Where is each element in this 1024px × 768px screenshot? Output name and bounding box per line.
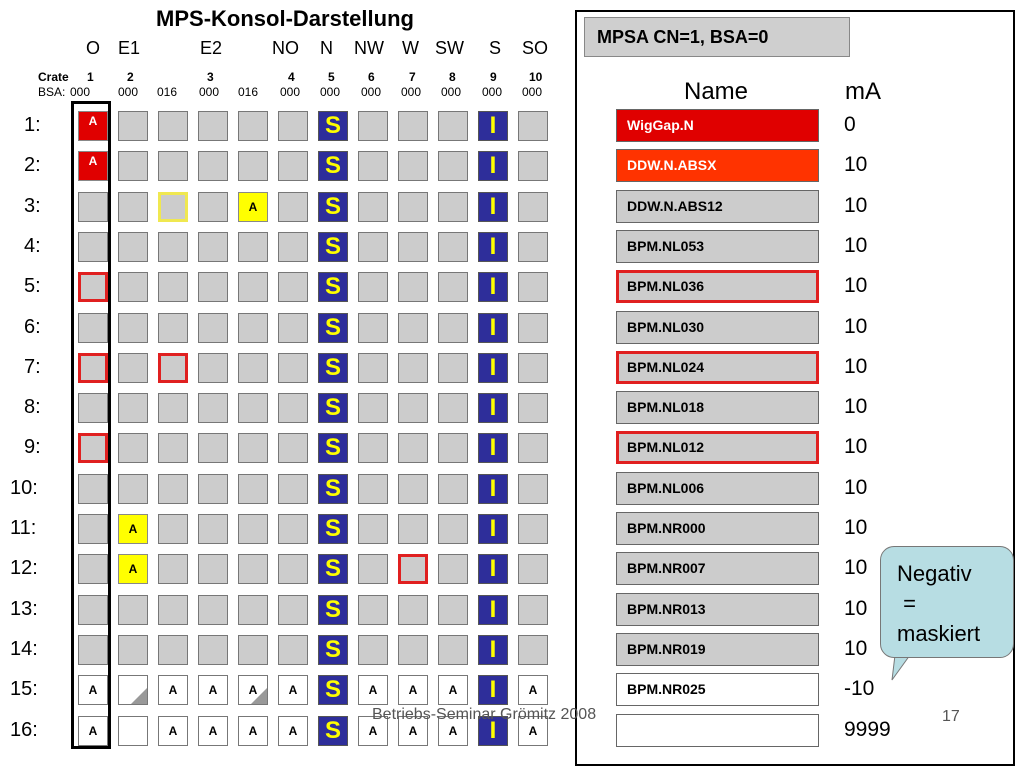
cell-letter: A xyxy=(168,683,178,697)
bsa-value: 000 xyxy=(401,85,422,99)
cell-letter: A xyxy=(288,724,298,738)
mps-cell[interactable] xyxy=(398,111,428,141)
mps-cell[interactable] xyxy=(118,151,148,181)
cell-letter: A xyxy=(208,724,218,738)
cell-letter: A xyxy=(248,200,258,214)
mps-cell[interactable] xyxy=(238,433,268,463)
cell-letter: A xyxy=(88,683,98,697)
mps-cell[interactable] xyxy=(238,474,268,504)
crate-i-indicator[interactable]: I xyxy=(478,716,508,746)
cell-letter: A xyxy=(368,683,378,697)
mps-cell[interactable] xyxy=(118,635,148,665)
mps-cell[interactable] xyxy=(358,353,388,383)
ma-column-header: mA xyxy=(845,78,881,105)
mps-cell[interactable] xyxy=(118,474,148,504)
mps-cell[interactable] xyxy=(278,554,308,584)
current-value: 10 xyxy=(844,274,868,297)
row-label: 12: xyxy=(10,557,38,579)
mps-cell[interactable] xyxy=(198,393,228,423)
crate-i-indicator[interactable]: I xyxy=(478,474,508,504)
channel-name[interactable]: BPM.NL018 xyxy=(616,391,819,424)
mps-cell[interactable] xyxy=(438,433,468,463)
mps-cell[interactable] xyxy=(278,635,308,665)
crate-s-indicator[interactable]: S xyxy=(318,232,348,262)
mps-cell[interactable] xyxy=(118,272,148,302)
page-title: MPS-Konsol-Darstellung xyxy=(156,6,414,31)
cell-letter: A xyxy=(408,724,418,738)
bsa-label: BSA: xyxy=(38,85,66,99)
mps-cell[interactable] xyxy=(358,111,388,141)
row-label: 10: xyxy=(10,477,38,499)
bsa-value: 000 xyxy=(199,85,220,99)
crate-i-indicator[interactable]: I xyxy=(478,272,508,302)
crate-i-indicator[interactable]: I xyxy=(478,554,508,584)
crate-number: 5 xyxy=(328,70,335,84)
cell-letter: A xyxy=(128,522,138,536)
mps-cell[interactable] xyxy=(438,151,468,181)
row-label: 5: xyxy=(24,275,41,297)
crate-i-indicator[interactable]: I xyxy=(478,192,508,222)
channel-name[interactable]: BPM.NR019 xyxy=(616,633,819,666)
mps-cell[interactable] xyxy=(238,111,268,141)
current-value: 10 xyxy=(844,556,868,579)
mps-cell[interactable] xyxy=(518,313,548,343)
mps-cell[interactable] xyxy=(118,716,148,746)
row-label: 3: xyxy=(24,195,41,217)
mps-cell[interactable] xyxy=(438,514,468,544)
mps-cell[interactable] xyxy=(118,232,148,262)
current-value: 10 xyxy=(844,435,868,458)
channel-name[interactable] xyxy=(616,714,819,747)
mps-cell[interactable] xyxy=(518,353,548,383)
mps-cell[interactable] xyxy=(518,433,548,463)
cell-letter: A xyxy=(88,154,98,168)
mps-cell[interactable] xyxy=(158,474,188,504)
crate-i-indicator[interactable]: I xyxy=(478,514,508,544)
crate-s-indicator[interactable]: S xyxy=(318,595,348,625)
cell-letter: A xyxy=(448,683,458,697)
row-label: 16: xyxy=(10,719,38,741)
callout-line: Negativ xyxy=(897,561,972,586)
cell-letter: A xyxy=(288,683,298,697)
mps-cell[interactable] xyxy=(398,353,428,383)
mps-cell[interactable] xyxy=(238,554,268,584)
mps-cell[interactable] xyxy=(358,675,388,705)
row-label: 11: xyxy=(10,517,37,539)
mps-cell[interactable] xyxy=(398,192,428,222)
bsa-value: 000 xyxy=(441,85,462,99)
mps-cell[interactable] xyxy=(278,514,308,544)
bsa-value: 000 xyxy=(522,85,543,99)
mps-cell[interactable] xyxy=(158,111,188,141)
mps-cell[interactable] xyxy=(118,554,148,584)
mps-cell[interactable] xyxy=(438,232,468,262)
direction-label: O xyxy=(86,38,101,58)
crate-i-indicator[interactable]: I xyxy=(478,313,508,343)
mps-cell[interactable] xyxy=(518,393,548,423)
crate-i-indicator[interactable]: I xyxy=(478,353,508,383)
current-value: 10 xyxy=(844,476,868,499)
row-label: 14: xyxy=(10,638,38,660)
mps-cell[interactable] xyxy=(438,111,468,141)
mps-cell[interactable] xyxy=(278,272,308,302)
current-value: 10 xyxy=(844,637,868,660)
channel-name[interactable]: BPM.NL006 xyxy=(616,472,819,505)
mps-cell[interactable] xyxy=(358,433,388,463)
mps-cell[interactable] xyxy=(358,635,388,665)
channel-name[interactable]: DDW.N.ABSX xyxy=(616,149,819,182)
mps-cell[interactable] xyxy=(438,635,468,665)
mps-cell[interactable] xyxy=(358,595,388,625)
crate-s-indicator[interactable]: S xyxy=(318,192,348,222)
mps-cell[interactable] xyxy=(398,272,428,302)
mps-cell[interactable] xyxy=(158,313,188,343)
mps-cell[interactable] xyxy=(278,393,308,423)
bsa-value: 000 xyxy=(482,85,503,99)
mps-cell[interactable] xyxy=(198,595,228,625)
mps-cell[interactable] xyxy=(398,675,428,705)
mps-cell[interactable] xyxy=(198,192,228,222)
mps-cell[interactable] xyxy=(198,353,228,383)
mps-cell[interactable] xyxy=(438,192,468,222)
crate-s-indicator[interactable]: S xyxy=(318,514,348,544)
mps-cell[interactable] xyxy=(278,474,308,504)
mps-cell[interactable] xyxy=(278,111,308,141)
mps-cell[interactable] xyxy=(358,192,388,222)
mps-cell[interactable] xyxy=(238,675,268,705)
mps-cell[interactable] xyxy=(518,111,548,141)
current-value: 10 xyxy=(844,194,868,217)
mps-cell[interactable] xyxy=(238,353,268,383)
channel-name[interactable]: BPM.NL036 xyxy=(616,270,819,303)
crate-i-indicator[interactable]: I xyxy=(478,595,508,625)
mps-cell[interactable] xyxy=(158,514,188,544)
mps-cell[interactable] xyxy=(438,554,468,584)
mps-cell[interactable] xyxy=(398,433,428,463)
mps-cell[interactable] xyxy=(518,192,548,222)
channel-name[interactable]: DDW.N.ABS12 xyxy=(616,190,819,223)
direction-label: NW xyxy=(354,38,384,58)
crate-s-indicator[interactable]: S xyxy=(318,716,348,746)
mps-cell[interactable] xyxy=(238,313,268,343)
crate-s-indicator[interactable]: S xyxy=(318,111,348,141)
row-label: 1: xyxy=(24,114,41,136)
cell-letter: A xyxy=(88,114,98,128)
mps-cell[interactable] xyxy=(198,111,228,141)
crate-i-indicator[interactable]: I xyxy=(478,635,508,665)
mps-cell[interactable] xyxy=(238,232,268,262)
mps-cell[interactable] xyxy=(198,272,228,302)
crate-number: 7 xyxy=(409,70,416,84)
crate-i-indicator[interactable]: I xyxy=(478,111,508,141)
cell-letter: A xyxy=(168,724,178,738)
mps-cell[interactable] xyxy=(198,675,228,705)
page-number: 17 xyxy=(942,708,960,725)
mps-cell[interactable] xyxy=(518,514,548,544)
current-value: 10 xyxy=(844,153,868,176)
crate-number: 9 xyxy=(490,70,497,84)
crate-number: 2 xyxy=(127,70,134,84)
mps-cell[interactable] xyxy=(198,151,228,181)
crate-number: 10 xyxy=(529,70,543,84)
row-label: 7: xyxy=(24,356,41,378)
masked-corner-icon xyxy=(251,688,267,704)
mps-cell[interactable] xyxy=(198,433,228,463)
bsa-value: 016 xyxy=(157,85,178,99)
mps-cell[interactable] xyxy=(398,151,428,181)
crate-label: Crate xyxy=(38,70,69,84)
mps-cell[interactable] xyxy=(398,313,428,343)
crate-s-indicator[interactable]: S xyxy=(318,272,348,302)
mps-cell[interactable] xyxy=(438,474,468,504)
mps-cell[interactable] xyxy=(198,313,228,343)
mps-cell[interactable] xyxy=(158,151,188,181)
cell-letter: A xyxy=(248,724,258,738)
mps-cell[interactable] xyxy=(118,675,148,705)
mps-cell[interactable] xyxy=(278,151,308,181)
cell-letter: A xyxy=(248,683,258,697)
direction-label: NO xyxy=(272,38,299,58)
crate-number: 8 xyxy=(449,70,456,84)
mps-cell[interactable] xyxy=(358,151,388,181)
mps-cell[interactable] xyxy=(238,595,268,625)
crate-s-indicator[interactable]: S xyxy=(318,353,348,383)
mps-cell[interactable] xyxy=(358,554,388,584)
mps-cell[interactable] xyxy=(118,353,148,383)
row-label: 13: xyxy=(10,598,38,620)
mps-cell[interactable] xyxy=(438,313,468,343)
cell-letter: A xyxy=(128,562,138,576)
direction-label: E1 xyxy=(118,38,141,58)
cell-letter: A xyxy=(528,683,538,697)
mps-cell[interactable] xyxy=(238,272,268,302)
mps-cell[interactable] xyxy=(358,474,388,504)
masked-corner-icon xyxy=(131,688,147,704)
row-label: 4: xyxy=(24,235,41,257)
bsa-value: 016 xyxy=(238,85,259,99)
mps-cell[interactable] xyxy=(278,192,308,222)
mps-cell[interactable] xyxy=(278,313,308,343)
mps-cell[interactable] xyxy=(518,232,548,262)
mps-cell[interactable] xyxy=(118,595,148,625)
current-value: 10 xyxy=(844,355,868,378)
crate-i-indicator[interactable]: I xyxy=(478,675,508,705)
mps-cell[interactable] xyxy=(278,595,308,625)
mps-cell[interactable] xyxy=(238,716,268,746)
mps-cell[interactable] xyxy=(518,554,548,584)
mps-cell[interactable] xyxy=(158,433,188,463)
bsa-value: 000 xyxy=(361,85,382,99)
mps-cell[interactable] xyxy=(118,393,148,423)
mps-cell[interactable] xyxy=(118,192,148,222)
channel-name[interactable]: WigGap.N xyxy=(616,109,819,142)
mps-cell[interactable] xyxy=(398,554,428,584)
mps-cell[interactable] xyxy=(278,232,308,262)
bsa-value: 000 xyxy=(118,85,139,99)
mps-cell[interactable] xyxy=(358,393,388,423)
mps-cell[interactable] xyxy=(518,474,548,504)
footer-text: Betriebs-Seminar Grömitz 2008 xyxy=(372,706,597,723)
mps-cell[interactable] xyxy=(118,433,148,463)
crate-number: 4 xyxy=(288,70,295,84)
current-value: 10 xyxy=(844,395,868,418)
row-label: 15: xyxy=(10,678,38,700)
crate-number: 6 xyxy=(368,70,375,84)
mps-cell[interactable] xyxy=(158,675,188,705)
mps-cell[interactable] xyxy=(518,675,548,705)
mps-cell[interactable] xyxy=(158,393,188,423)
mps-cell[interactable] xyxy=(398,635,428,665)
mps-cell[interactable] xyxy=(238,635,268,665)
channel-name[interactable]: BPM.NR007 xyxy=(616,552,819,585)
negative-masked-callout xyxy=(880,546,1014,658)
current-value: 10 xyxy=(844,597,868,620)
direction-label: SW xyxy=(435,38,464,58)
mps-cell[interactable] xyxy=(198,554,228,584)
current-value: 10 xyxy=(844,234,868,257)
cell-letter: A xyxy=(448,724,458,738)
cell-letter: A xyxy=(528,724,538,738)
mpsa-status-box: MPSA CN=1, BSA=0 xyxy=(584,17,850,57)
mps-cell[interactable] xyxy=(118,111,148,141)
crate-s-indicator[interactable]: S xyxy=(318,313,348,343)
mps-cell[interactable] xyxy=(198,232,228,262)
channel-name[interactable]: BPM.NR000 xyxy=(616,512,819,545)
current-value: -10 xyxy=(844,677,875,700)
crate1-highlight-frame xyxy=(71,101,111,749)
mps-cell[interactable] xyxy=(118,514,148,544)
direction-label: W xyxy=(402,38,419,58)
bsa-value: 000 xyxy=(320,85,341,99)
mps-cell[interactable] xyxy=(158,554,188,584)
crate-i-indicator[interactable]: I xyxy=(478,151,508,181)
cell-letter: A xyxy=(368,724,378,738)
mps-cell[interactable] xyxy=(158,595,188,625)
mps-cell[interactable] xyxy=(358,272,388,302)
crate-number: 3 xyxy=(207,70,214,84)
mps-cell[interactable] xyxy=(358,232,388,262)
mps-cell[interactable] xyxy=(438,595,468,625)
mps-cell[interactable] xyxy=(158,353,188,383)
channel-name[interactable]: BPM.NL030 xyxy=(616,311,819,344)
mps-cell[interactable] xyxy=(158,192,188,222)
mps-cell[interactable] xyxy=(158,716,188,746)
mps-cell[interactable] xyxy=(238,393,268,423)
current-value: 10 xyxy=(844,315,868,338)
mps-cell[interactable] xyxy=(158,232,188,262)
cell-letter: A xyxy=(208,683,218,697)
direction-label: E2 xyxy=(200,38,223,58)
mps-cell[interactable] xyxy=(438,353,468,383)
mps-cell[interactable] xyxy=(398,474,428,504)
mps-cell[interactable] xyxy=(518,635,548,665)
row-label: 6: xyxy=(24,316,41,338)
current-value: 9999 xyxy=(844,718,891,741)
mps-cell[interactable] xyxy=(198,514,228,544)
mps-cell[interactable] xyxy=(398,595,428,625)
callout-line: maskiert xyxy=(897,621,981,646)
mps-cell[interactable] xyxy=(278,675,308,705)
mps-cell[interactable] xyxy=(238,151,268,181)
bsa-value: 000 xyxy=(280,85,301,99)
crate-i-indicator[interactable]: I xyxy=(478,433,508,463)
mps-cell[interactable] xyxy=(438,272,468,302)
crate-i-indicator[interactable]: I xyxy=(478,393,508,423)
crate-number: 1 xyxy=(87,70,94,84)
mps-cell[interactable] xyxy=(358,514,388,544)
mps-cell[interactable] xyxy=(278,716,308,746)
mps-cell[interactable] xyxy=(358,313,388,343)
direction-label: SO xyxy=(522,38,549,58)
crate-s-indicator[interactable]: S xyxy=(318,151,348,181)
mps-cell[interactable] xyxy=(198,474,228,504)
mps-cell[interactable] xyxy=(158,635,188,665)
mps-cell[interactable] xyxy=(438,675,468,705)
row-label: 2: xyxy=(24,154,41,176)
current-value: 0 xyxy=(844,113,856,136)
mps-cell[interactable] xyxy=(518,151,548,181)
mps-cell[interactable] xyxy=(278,353,308,383)
mps-cell[interactable] xyxy=(518,272,548,302)
bsa-value: 000 xyxy=(70,85,91,99)
mps-cell[interactable] xyxy=(398,393,428,423)
mps-cell[interactable] xyxy=(238,514,268,544)
mps-cell[interactable] xyxy=(198,716,228,746)
crate-s-indicator[interactable]: S xyxy=(318,433,348,463)
crate-s-indicator[interactable]: S xyxy=(318,675,348,705)
channel-name[interactable]: BPM.NL012 xyxy=(616,431,819,464)
mps-cell[interactable] xyxy=(198,635,228,665)
crate-s-indicator[interactable]: S xyxy=(318,474,348,504)
direction-label: N xyxy=(320,38,333,58)
channel-name[interactable]: BPM.NR013 xyxy=(616,593,819,626)
mps-cell[interactable] xyxy=(398,514,428,544)
crate-i-indicator[interactable]: I xyxy=(478,232,508,262)
cell-letter: A xyxy=(88,724,98,738)
mps-cell[interactable] xyxy=(238,192,268,222)
crate-s-indicator[interactable]: S xyxy=(318,635,348,665)
callout-line: = xyxy=(897,591,916,616)
crate-s-indicator[interactable]: S xyxy=(318,554,348,584)
cell-letter: A xyxy=(408,683,418,697)
channel-name[interactable]: BPM.NL024 xyxy=(616,351,819,384)
mps-cell[interactable] xyxy=(518,595,548,625)
direction-label: S xyxy=(489,38,502,58)
current-value: 10 xyxy=(844,516,868,539)
mps-cell[interactable] xyxy=(118,313,148,343)
mps-cell[interactable] xyxy=(158,272,188,302)
row-label: 9: xyxy=(24,436,41,458)
name-column-header: Name xyxy=(684,78,749,105)
row-label: 8: xyxy=(24,396,41,418)
channel-name[interactable]: BPM.NL053 xyxy=(616,230,819,263)
mps-cell[interactable] xyxy=(398,232,428,262)
crate-s-indicator[interactable]: S xyxy=(318,393,348,423)
mps-cell[interactable] xyxy=(438,393,468,423)
channel-name[interactable]: BPM.NR025 xyxy=(616,673,819,706)
mps-cell[interactable] xyxy=(278,433,308,463)
